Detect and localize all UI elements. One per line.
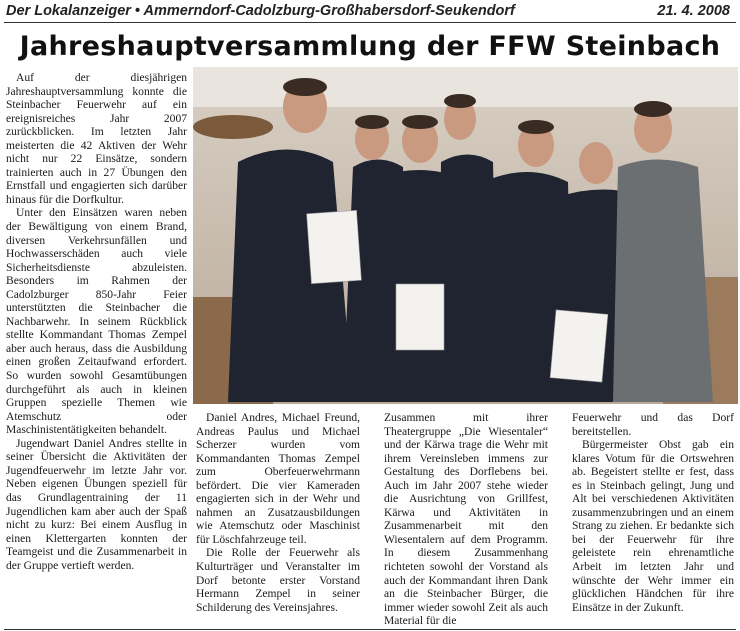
paragraph: Daniel Andres, Michael Freund, Andreas Paulus und Michael Scherzer wurden vom Kommandanten Thomas Zempel zum Oberfeuerwehrmann befördert. Die vier Kameraden engagierten sich in der Wehr und nahmen an Zusatzausbildungen wie Atemschutz oder Maschinist für Löschfahrzeuge teil.: [196, 412, 360, 546]
paragraph: Bürgermeister Obst gab ein klares Votum für die Ortswehren ab. Begeistert stellte er fest, dass es in Steinbach gelingt, Jung und Alt bei verschiedenen Aktivitäten zusammenzubringen und an einem Strang zu ziehen. Er bedankte sich bei der Feuerwehr für ihre geleistete rein ehrenamtliche Arbeit im letzten Jahr und wünschte der Wehr immer ein glücklichen Händchen für ihre Einsätze in der Zukunft.: [572, 439, 734, 614]
article-column-3: [384, 412, 548, 629]
paragraph: Feuerwehr und das Dorf bereitstellen.: [572, 412, 734, 438]
header-date: 21. 4. 2008: [657, 3, 730, 19]
article-column-4: [572, 412, 734, 615]
article-column-1: [6, 72, 187, 573]
header-rule: [4, 22, 736, 23]
header-publication: Der Lokalanzeiger • Ammerndorf-Cadolzburg-Großhabersdorf-Seukendorf: [6, 3, 515, 19]
group-photo: [193, 67, 738, 404]
page-header: [6, 0, 734, 22]
paragraph: Auf der diesjährigen Jahreshauptversammlung konnte die Steinbacher Feuerwehr auf ein ereignisreiches Jahr 2007 zurückblicken. Im letzten Jahr meisterten die 42 Aktiven der Wehr nicht nur 22 Einsätze, sondern trainierten auch in 27 Übungen den Ernstfall und engagierten sich darüber hinaus für die Dorfkultur.: [6, 72, 187, 206]
group-photo-firefighters-icon: [193, 67, 738, 404]
paragraph: Die Rolle der Feuerwehr als Kulturträger und Veranstalter im Dorf betonte erster Vorstand Hermann Zempel in seiner Schilderung des Vereinsjahres.: [196, 547, 360, 614]
paragraph: Jugendwart Daniel Andres stellte in seiner Übersicht die Aktivitäten der Jugendfeuerwehr im letzte Jahr vor. Neben eigenen Übungen speziell für das Grundlagentraining der 11 Jugendlichen kam aber auch der Spaß nicht zu kurz: Bei einem Ausflug in einen Klettergarten konnten der Teamgeist und die Zusammenarbeit in der Gruppe vertieft werden.: [6, 437, 187, 572]
footer-rule: [4, 629, 736, 630]
paragraph: Unter den Einsätzen waren neben der Bewältigung von einem Brand, diversen Verkehrsunfällen und Hochwasserschäden auch viele Sicherheitsdienste abzuleisten. Besonders im Rahmen der Cadolzburger 850-Jahr Feier unterstützten die Steinbacher die Nachbarwehr. In seinem Rückblick stellte Kommandant Thomas Zempel aber auch heraus, dass die Ausbildung einen großen Zeitaufwand erfordert. So wurden sowohl Gesamtübungen durchgeführt als auch in kleinen Gruppen spezielle Themen wie Atemschutz oder Maschinistentätigkeiten behandelt.: [6, 207, 187, 437]
paragraph: Zusammen mit ihrer Theatergruppe „Die Wiesentaler“ und der Kärwa trage die Wehr mit ihrem Vereinsleben immens zur Gestaltung des Dorflebens bei. Auch im Jahr 2007 stehe wieder die Ausrichtung von Grillfest, Kärwa und Aktivitäten in Zusammenarbeit mit den Wiesentalern auf dem Programm. In diesem Zusammenhang richteten sowohl der Vorstand als auch der Kommandant ihren Dank an die Steinbacher Bürger, die immer wieder sowohl Zeit als auch Material für die: [384, 412, 548, 628]
article-headline: Jahreshauptversammlung der FFW Steinbach: [19, 31, 721, 62]
article-column-2: [196, 412, 360, 615]
